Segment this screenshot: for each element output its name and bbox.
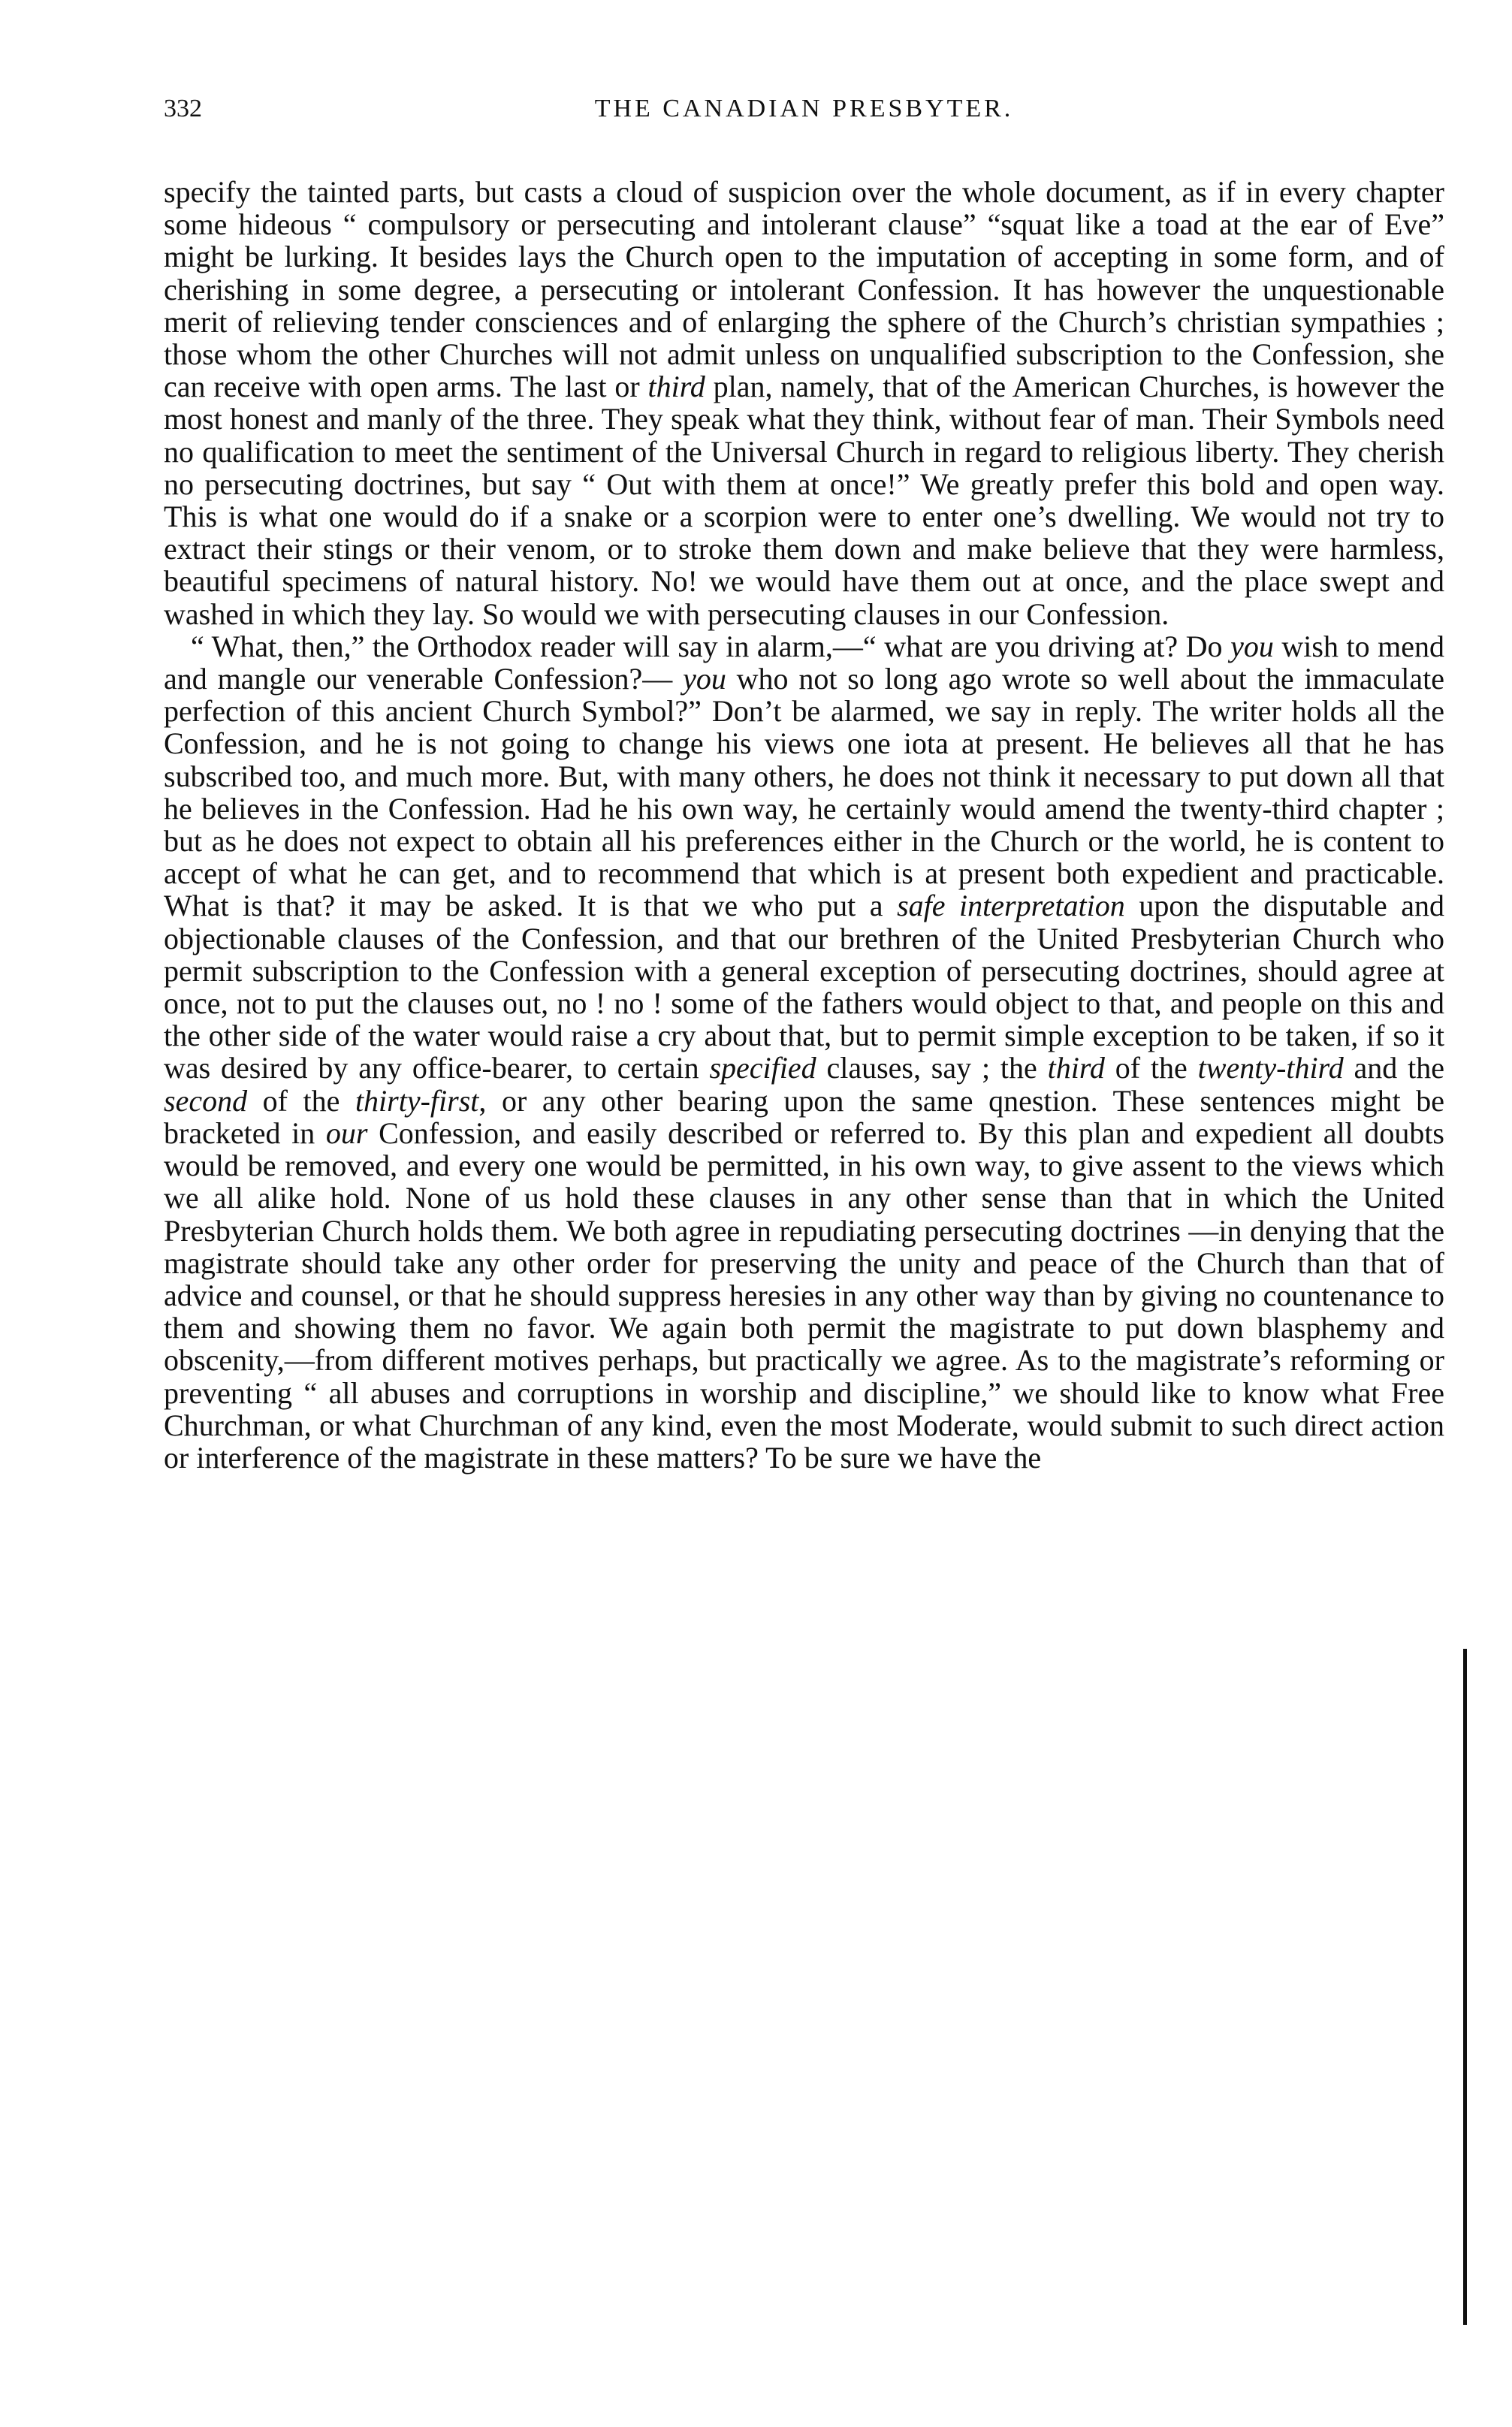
paragraph-2 — [164, 630, 1444, 1474]
text-run: , or any other bearing upon the same qnestion. These sentences might be bracketed in — [164, 1083, 1444, 1150]
text-run: upon the disputable and objectionable clauses of the Confession, and that our brethren of the United Presbyterian Church who permit subscription to the Confession with a general exception of persecuting doctrines, should agree at once, not to put the clauses out, no ! no ! some of the fathers would object to that, and people on this and the other side of the water would raise a cry about that, but to permit simple exception to be taken, if so it was desired by any office-bearer, to certain — [164, 889, 1444, 1085]
body-text — [164, 176, 1444, 1474]
margin-rule — [1463, 1649, 1467, 2325]
book-page — [164, 90, 1444, 1474]
italic-text: twenty-third — [1197, 1051, 1344, 1085]
text-run: wish to mend and mangle our venerable Confession?— — [164, 629, 1445, 696]
text-run: who not so long ago wrote so well about the immaculate perfection of this ancient Church Symbol?” Don’t be alarmed, we say in reply. The writer holds all the Confession, and he is not going to change his views one iota at present. He believes all that he has subscribed too, and much more. But, with many others, he does not think it necessary to put down all that he believes in the Confession. Had he his own way, he certainly would amend the twenty-third chapter ; but as he does not expect to obtain all his preferences either in the Church or the world, he is content to accept of what he can get, and to recommend that which is at present both expedient and practicable. What is that? it may be asked. It is that we who put a — [164, 662, 1444, 923]
text-run: clauses, say ; the — [816, 1051, 1048, 1085]
text-run: Confession, and easily described or referred to. By this plan and expedient all doubts would be removed, and every one would be permitted, in his own way, to give assent to the views which we all alike hold. None of us hold these clauses in any other sense than that in which the United Presbyterian Church holds them. We both agree in repudiating persecuting doctrines —in denying that the magistrate should take any other order for preserving the unity and peace of the Church than that of advice and counsel, or that he should suppress heresies in any other way than by giving no countenance to them and showing them no favor. We again both permit the magistrate to put down blasphemy and obscenity,—from different motives perhaps, but practically we agree. As to the magistrate’s reforming or preventing “ all abuses and corruptions in worship and discipline,” we should like to know what Free Churchman, or what Churchman of any kind, even the most Moderate, would submit to such direct action or interference of the magistrate in these matters? To be sure we have the — [164, 1115, 1444, 1475]
italic-text: third — [1047, 1051, 1105, 1085]
italic-text: safe interpretation — [897, 889, 1125, 923]
italic-text: you — [1230, 629, 1274, 663]
italic-text: our — [325, 1115, 368, 1150]
italic-text: specified — [709, 1051, 816, 1085]
page-number: 332 — [164, 95, 202, 122]
running-head — [164, 90, 1444, 143]
text-run: and the — [1343, 1051, 1445, 1085]
text-run: “ What, then,” the Orthodox reader will say in alarm,—“ what are you driving at? Do — [191, 629, 1231, 663]
text-run: specify the tainted parts, but casts a cloud of suspicion over the whole document, as if in every chapter some hideous “ compulsory or persecuting and intolerant clause” “squat like a toad at the ear of Eve” might be lurking. It besides lays the Church open to the imputation of accepting in some form, and of cherishing in some degree, a persecuting or intolerant Confession. It has however the unquestionable merit of relieving tender consciences and of enlarging the sphere of the Church’s christian sympathies ; those whom the other Churches will not admit unless on unqualified subscription to the Confession, she can receive with open arms. The last or — [164, 175, 1444, 404]
italic-text: third — [647, 370, 705, 404]
italic-text: you — [683, 662, 726, 696]
italic-text: second — [164, 1083, 248, 1118]
paragraph-1 — [164, 176, 1444, 630]
text-run: plan, namely, that of the American Churches, is however the most honest and manly of the three. They speak what they think, without fear of man. Their Symbols need no qualification to meet the sentiment of the Universal Church in regard to religious liberty. They cherish no persecuting doctrines, but say “ Out with them at once!” We greatly prefer this bold and open way. This is what one would do if a snake or a scorpion were to enter one’s dwelling. We would not try to extract their stings or their venom, or to stroke them down and make believe that they were harmless, beautiful specimens of natural history. No! we would have them out at once, and the place swept and washed in which they lay. So would we with persecuting clauses in our Confession. — [164, 370, 1444, 631]
italic-text: thirty-first — [355, 1083, 479, 1118]
running-title: THE CANADIAN PRESBYTER. — [594, 95, 1014, 122]
text-run: of the — [247, 1083, 355, 1118]
text-run: of the — [1104, 1051, 1198, 1085]
